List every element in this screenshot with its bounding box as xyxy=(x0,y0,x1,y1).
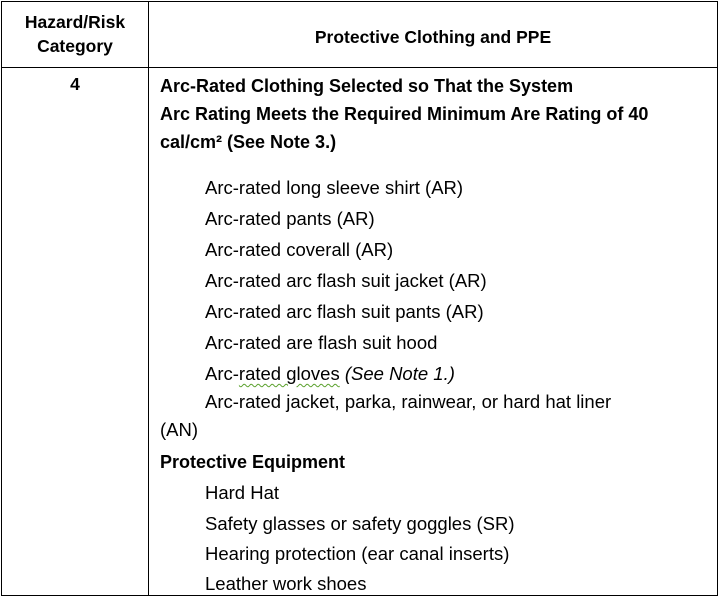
title-line-3: cal/cm² (See Note 3.) xyxy=(160,132,337,152)
list-item: Arc-rated arc flash suit jacket (AR) xyxy=(205,270,487,291)
title-line-1: Arc-Rated Clothing Selected so That the System xyxy=(160,76,574,96)
list-item: Arc-rated long sleeve shirt (AR) xyxy=(205,177,464,198)
category-value: 4 xyxy=(2,68,149,595)
list-item: Hard Hat xyxy=(205,482,280,503)
list-item-jacket: Arc-rated jacket, parka, rainwear, or hard hat liner xyxy=(205,391,612,412)
gloves-note: (See Note 1.) xyxy=(339,363,455,384)
ppe-cell xyxy=(149,68,717,595)
header-hazard-risk-category xyxy=(2,2,149,67)
table-row xyxy=(2,68,717,595)
list-item: Hearing protection (ear canal inserts) xyxy=(205,543,510,564)
list-item: Arc-rated are flash suit hood xyxy=(205,332,438,353)
header-protective-clothing: Protective Clothing and PPE xyxy=(314,27,552,47)
list-item: Arc-rated coverall (AR) xyxy=(205,239,394,260)
gloves-prefix: Arc- xyxy=(205,363,239,384)
equipment-heading: Protective Equipment xyxy=(160,452,346,472)
list-item: Leather work shoes xyxy=(205,573,367,594)
header-category-line-1: Hazard/Risk xyxy=(24,12,126,32)
ppe-table xyxy=(1,1,718,596)
title-line-2: Arc Rating Meets the Required Minimum Are Rating of 40 xyxy=(160,104,649,124)
list-item: Safety glasses or safety goggles (SR) xyxy=(205,513,515,534)
table-header-row xyxy=(2,2,717,68)
header-category-line-2: Category xyxy=(37,36,113,56)
list-item: Arc-rated pants (AR) xyxy=(205,208,375,229)
list-item: Arc-rated arc flash suit pants (AR) xyxy=(205,301,484,322)
list-item-gloves xyxy=(205,362,455,386)
list-item-jacket-continued: (AN) xyxy=(160,419,199,440)
gloves-spellcheck-text: rated gloves xyxy=(238,363,340,384)
